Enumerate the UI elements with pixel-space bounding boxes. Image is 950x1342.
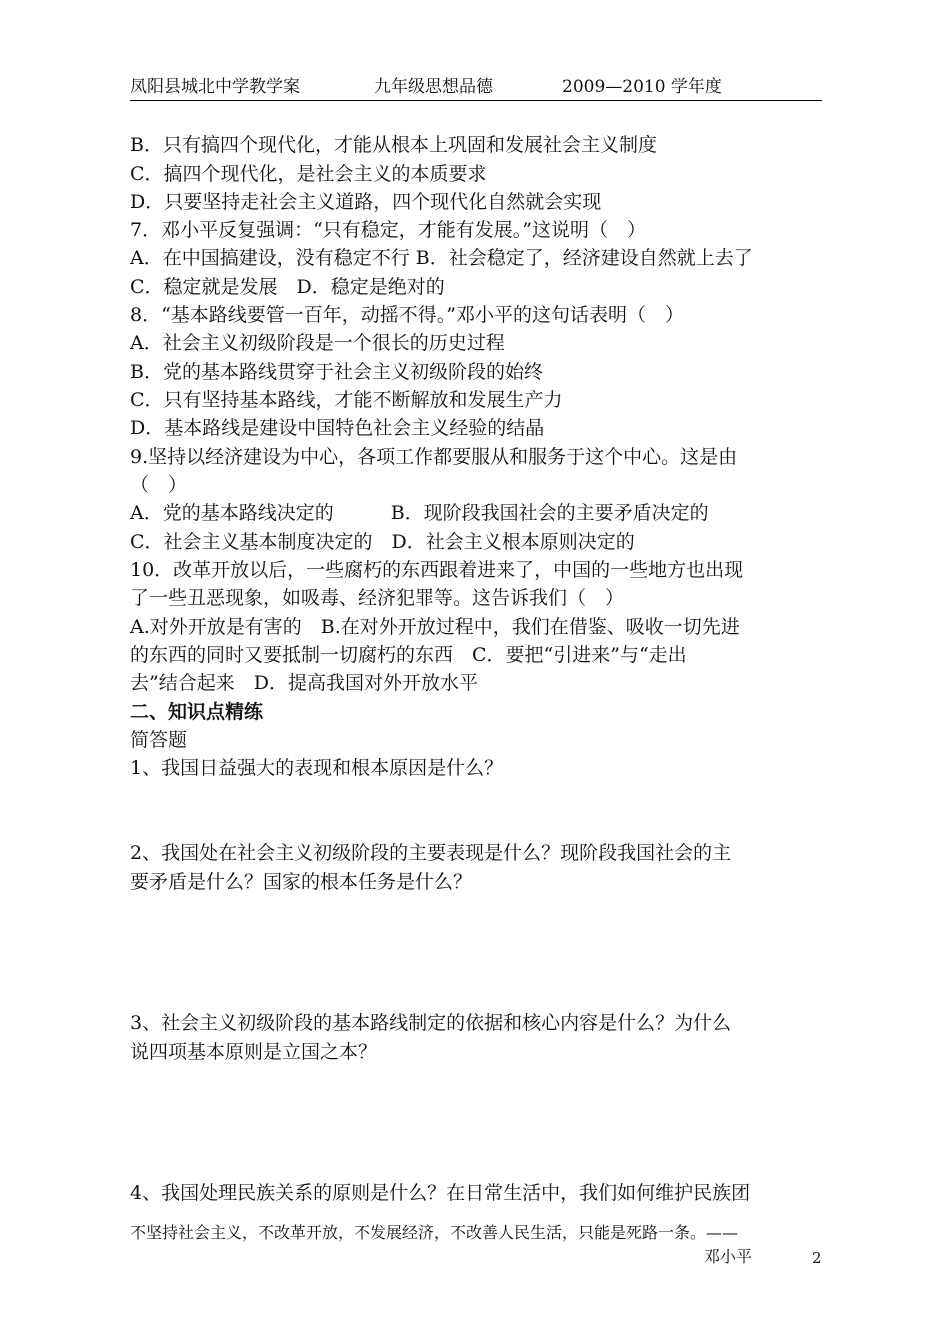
page-number: 2 [812, 1249, 822, 1267]
question-3-line-2: 说四项基本原则是立国之本？ [130, 1041, 378, 1063]
text-line: （ ） [130, 474, 188, 496]
text-line: 7．邓小平反复强调：“只有稳定，才能有发展。”这说明（ ） [130, 219, 647, 241]
subsection-title: 简答题 [130, 729, 188, 751]
text-line: 10．改革开放以后，一些腐朽的东西跟着进来了，中国的一些地方也出现 [130, 559, 744, 581]
question-2-line-1: 2、我国处在社会主义初级阶段的主要表现是什么？现阶段我国社会的主 [130, 842, 732, 864]
text-line: 9.坚持以经济建设为中心，各项工作都要服从和服务于这个中心。这是由 [130, 446, 738, 468]
header-year: 2009—2010 学年度 [562, 77, 722, 97]
text-line: 了一些丑恶现象，如吸毒、经济犯罪等。这告诉我们（ ） [130, 587, 625, 609]
text-line: C．搞四个现代化，是社会主义的本质要求 [130, 163, 487, 185]
question-4-line-1: 4、我国处理民族关系的原则是什么？在日常生活中，我们如何维护民族团 [130, 1182, 751, 1204]
text-line: B．只有搞四个现代化，才能从根本上巩固和发展社会主义制度 [130, 134, 657, 156]
footer-quote: 不坚持社会主义，不改革开放，不发展经济，不改善人民生活，只能是死路一条。—— [130, 1223, 739, 1242]
text-line: B．党的基本路线贯穿于社会主义初级阶段的始终 [130, 361, 543, 383]
footer-author: 邓小平 [704, 1247, 753, 1266]
text-line: C．只有坚持基本路线，才能不断解放和发展生产力 [130, 389, 563, 411]
text-line: A．党的基本路线决定的 B．现阶段我国社会的主要矛盾决定的 [130, 502, 709, 524]
text-line: 的东西的同时又要抵制一切腐朽的东西 C．要把“引进来”与“走出 [130, 644, 687, 666]
text-line: A.对外开放是有害的 B.在对外开放过程中，我们在借鉴、吸收一切先进 [130, 616, 740, 638]
question-3-line-1: 3、社会主义初级阶段的基本路线制定的依据和核心内容是什么？为什么 [130, 1012, 732, 1034]
text-line: D．基本路线是建设中国特色社会主义经验的结晶 [130, 417, 545, 439]
header-school: 凤阳县城北中学教学案 [130, 77, 300, 97]
text-line: 去”结合起来 D．提高我国对外开放水平 [130, 672, 478, 694]
text-line: C．稳定就是发展 D．稳定是绝对的 [130, 276, 445, 298]
section-title: 二、知识点精练 [130, 701, 264, 723]
text-line: A．在中国搞建设，没有稳定不行 B．社会稳定了，经济建设自然就上去了 [130, 247, 753, 269]
question-2-line-2: 要矛盾是什么？国家的根本任务是什么？ [130, 871, 473, 893]
question-1: 1、我国日益强大的表现和根本原因是什么？ [130, 757, 504, 779]
text-line: 8．“基本路线要管一百年，动摇不得。”邓小平的这句话表明（ ） [130, 304, 685, 326]
header-subject: 九年级思想品德 [374, 77, 493, 97]
page-header [130, 76, 822, 101]
text-line: A．社会主义初级阶段是一个很长的历史过程 [130, 332, 505, 354]
text-line: D．只要坚持走社会主义道路，四个现代化自然就会实现 [130, 191, 602, 213]
text-line: C．社会主义基本制度决定的 D．社会主义根本原则决定的 [130, 531, 635, 553]
